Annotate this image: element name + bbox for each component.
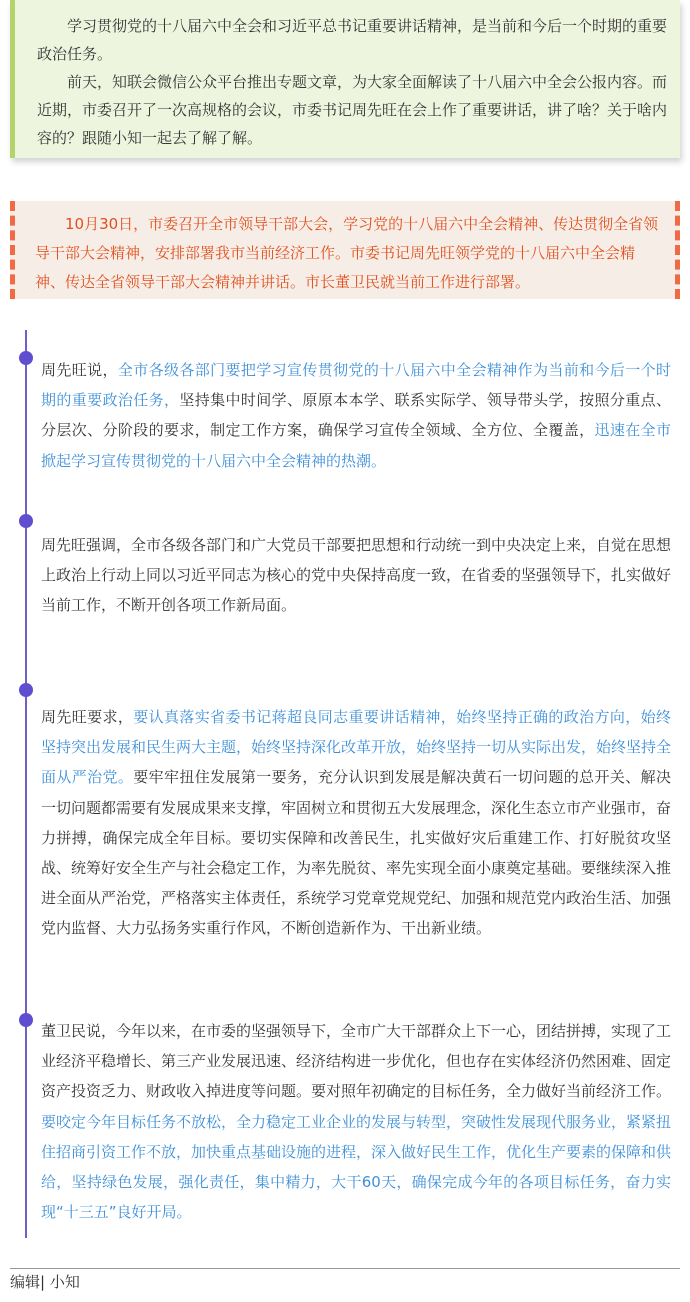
intro-paragraph-2: 前天，知联会微信公众平台推出专题文章，为大家全面解读了十八届六中全会公报内容。而近期，市委召开了一次高规格的会议，市委书记周先旺在会上作了重要讲话，讲了啥？关于啥内容的？跟随小知一起去了解了解。 [37, 73, 668, 147]
timeline-entry-2 [41, 530, 671, 621]
timeline-entry-1 [41, 355, 671, 476]
timeline-dot [19, 683, 33, 697]
intro-paragraph-1: 学习贯彻党的十八届六中全会和习近平总书记重要讲话精神，是当前和今后一个时期的重要政治任务。 [37, 17, 668, 63]
timeline-dot [19, 351, 33, 365]
entry-text: 要牢牢扭住发展第一要务，充分认识到发展是解决黄石一切问题的总开关、解决一切问题都需要有发展成果来支撑，牢固树立和贯彻五大发展理念，深化生态立市产业强市，奋力拼搏，确保完成全年目标。要切实保障和改善民生，扎实做好灾后重建工作、打好脱贫攻坚战、统筹好安全生产与社会稳定工作，为率先脱贫、率先实现全面小康奠定基础。要继续深入推进全面从严治党，严格落实主体责任，系统学习党章党规党纪、加强和规范党内政治生活、加强党内监督、大力弘扬务实重行作风，不断创造新作为、干出新业绩。 [41, 768, 672, 938]
editor-credit: 编辑| 小知 [10, 1273, 80, 1291]
footer-divider [10, 1268, 680, 1269]
meeting-notice-box [10, 201, 680, 299]
entry-highlight: 全市各级各部门要把学习宣传贯彻党的十八届六中全会精神作为当前和今后一个时期的重要政治任务， [41, 361, 671, 410]
entry-highlight: 要咬定今年目标任务不放松，全力稳定工业企业的发展与转型，突破性发展现代服务业，紧紧扭住招商引资工作不放，加快重点基础设施的进程，深入做好民生工作，优化生产要素的保障和供给，坚持绿色发展，强化责任，集中精力，大干60天，确保完成今年的各项目标任务，奋力实现“十三五”良好开局。 [41, 1112, 672, 1222]
timeline-line [25, 330, 27, 1238]
entry-highlight: 要认真落实省委书记蒋超良同志重要讲话精神，始终坚持正确的政治方向，始终坚持突出发展和民生两大主题，始终坚持深化改革开放，始终坚持一切从实际出发，始终坚持全面从严治党。 [41, 708, 672, 787]
timeline-entry-4 [41, 1016, 671, 1227]
entry-text: 周先旺强调，全市各级各部门和广大党员干部要把思想和行动统一到中央决定上来，自觉在思想上政治上行动上同以习近平同志为核心的党中央保持高度一致，在省委的坚强领导下，扎实做好当前工作，不断开创各项工作新局面。 [41, 536, 672, 615]
entry-text: 董卫民说，今年以来，在市委的坚强领导下，全市广大干部群众上下一心，团结拼搏，实现了工业经济平稳增长、第三产业发展迅速、经济结构进一步优化，但也存在实体经济仍然困难、固定资产投资乏力、财政收入掉进度等问题。要对照年初确定的目标任务，全力做好当前经济工作。 [41, 1022, 672, 1101]
timeline-dot [19, 1013, 33, 1027]
intro-box [10, 0, 680, 158]
entry-highlight: 迅速在全市掀起学习宣传贯彻党的十八届六中全会精神的热潮。 [41, 421, 671, 470]
timeline-dot [19, 514, 33, 528]
timeline-entry-3 [41, 702, 671, 944]
entry-text: 周先旺说， [41, 361, 118, 379]
entry-text: 周先旺要求， [41, 708, 134, 726]
entry-1-text [41, 355, 671, 476]
entry-3-text [41, 702, 671, 944]
entry-2-text [41, 530, 671, 621]
entry-4-text [41, 1016, 671, 1227]
meeting-notice-text: 10月30日，市委召开全市领导干部大会，学习党的十八届六中全会精神、传达贯彻全省领导干部大会精神，安排部署我市当前经济工作。市委书记周先旺领学党的十八届六中全会精神、传达全省领导干部大会精神并讲话。市长董卫民就当前工作进行部署。 [35, 215, 659, 291]
entry-text: 坚持集中时间学、原原本本学、联系实际学、领导带头学，按照分重点、分层次、分阶段的要求，制定工作方案，确保学习宣传全领域、全方位、全覆盖， [41, 391, 671, 440]
